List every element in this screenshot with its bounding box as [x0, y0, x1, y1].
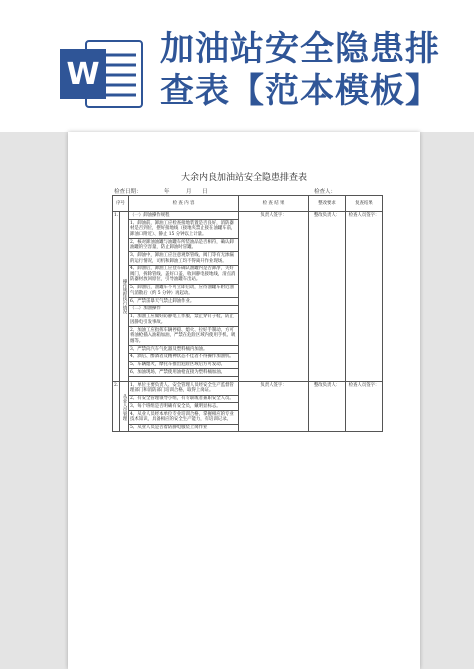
check-item: 1、单位主要负责人、安全管理人员经安全生产监督管理部门和消防部门培训合格，取得上岗证。 [129, 382, 239, 395]
rectify-cell [309, 382, 346, 432]
result-cell [239, 382, 309, 432]
rectify-cell [309, 212, 346, 382]
document-page [68, 132, 420, 669]
subheading: （一）卸油操作规程 [129, 212, 239, 220]
rectify-signature-label: 整改负责人： [313, 212, 341, 218]
check-date-label: 检查日期： [114, 189, 142, 195]
month-label: 月 [186, 189, 192, 195]
check-item: 1、卸油前，卸油工应检查接地装置是否良好，消防器材是否到位，摆好接地线（接地夹禁止接在油罐车前，卸油口附近）、静止 15 分钟以上计量。 [129, 219, 239, 238]
document-preview [0, 132, 474, 669]
review-cell [346, 382, 383, 432]
header-result: 检 查 结 果 [239, 196, 309, 212]
day-label: 日 [202, 189, 208, 195]
review-signature-label: 检查人员签字： [348, 212, 380, 218]
section-category: 从业人员管理 [120, 382, 129, 432]
check-item: 1、加油工应做好防静电工作服，禁止穿钉子鞋，防止因静电引发事故。 [129, 313, 239, 326]
rectify-signature-label: 整改负责人： [313, 382, 341, 388]
inspection-table [112, 195, 383, 432]
check-item: 5、从业人员是否着防静电服装上岗作业 [129, 424, 239, 432]
check-item: 2、有安全管理领导小组，有专职或者兼职安全人员。 [129, 395, 239, 403]
svg-text:W: W [66, 57, 100, 92]
header-rectify: 整改要求 [309, 196, 346, 212]
banner [0, 0, 474, 132]
table-row [113, 212, 383, 220]
check-item: 5、卸油后，油罐车不可立即启动，应待油罐车附近油气消散后（约 5 分钟）再起动。 [129, 284, 239, 297]
table-row [113, 382, 383, 395]
check-item: 4、从业人员经本单位专业培训合格，掌握相应的专业技术知识，具备相应的安全生产能力，有培训记录。 [129, 411, 239, 424]
document-title: 大余内良加油站安全隐患排查表 [180, 173, 307, 183]
word-document-icon [60, 37, 144, 111]
check-item: 6、严禁雷暴天气禁止卸油作业。 [129, 298, 239, 306]
check-item: 6、加油现场，严禁使用油枪直接为塑料桶加油。 [129, 369, 239, 377]
check-item: 5、车辆熄火，摩托车推出危险区域后方可发动。 [129, 361, 239, 369]
table-header-row [113, 196, 383, 212]
check-item: 3、卸油中，卸油工应注意观察管线，阀门等有无渗漏的运行情况，司机和卸油工均不得离开作业现场。 [129, 252, 239, 265]
check-item: 3、严禁向汽车气化器及塑料桶内加油。 [129, 345, 239, 353]
result-signature-label: 负责人签字： [260, 382, 287, 388]
banner-title: 加油站安全隐患排查表【范本模板】 [160, 29, 440, 111]
review-signature-label: 检查人员签字： [348, 382, 380, 388]
subheading: （二）加油操作 [129, 305, 239, 313]
check-item: 4、酒后、醉酒者及精神状态不佳者不得操作加油机。 [129, 353, 239, 361]
inspector-label: 检查人： [314, 189, 337, 195]
result-signature-label: 负责人签字： [260, 212, 287, 218]
check-item: 3、每个班组是否明确有安全员，戴明显标志。 [129, 403, 239, 411]
header-review: 复查结果 [346, 196, 383, 212]
section-number: 1. [113, 212, 120, 382]
year-label: 年 [164, 189, 170, 195]
check-item: 2、加油工应指挥车辆停稳、熄火、拉好手制动、方可将油枪插入油箱加油，严禁在危险区域内使用手机、吸烟等。 [129, 326, 239, 345]
section-category: 操作规程执行情况 [120, 212, 129, 382]
result-cell [239, 212, 309, 382]
section-number: 2. [113, 382, 120, 432]
check-item: 4、卸油后，卸油工应登车确认油罐内是否卸净，关好阀门，拆除管线，盖好口盖，收回静电接地线，清点消防器材放回原位，引导油罐车出站。 [129, 265, 239, 284]
header-no: 序号 [113, 196, 129, 212]
check-item: 2、核对卸油油罐与油罐车所装油品是否相符，确认卸油罐的空容量，防止卸油时冒罐。 [129, 238, 239, 251]
header-content: 检 查 内 容 [129, 196, 239, 212]
review-cell [346, 212, 383, 382]
